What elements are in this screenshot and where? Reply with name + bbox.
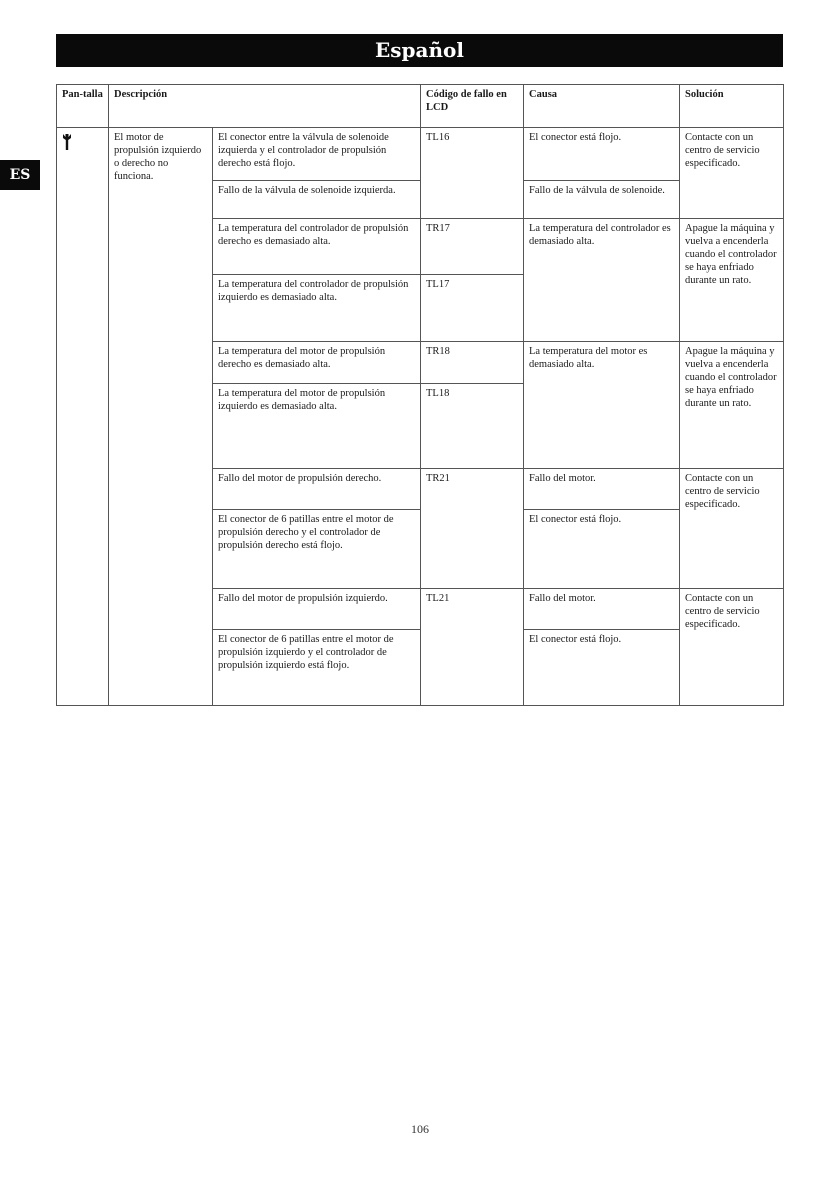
row-description: El conector entre la válvula de solenoide izquierda y el controlador de propulsión derecho está flojo. [213,128,421,181]
fault-code: TR18 [421,342,524,384]
row-description: El conector de 6 patillas entre el motor de propulsión izquierdo y el controlador de propulsión izquierdo está flojo. [213,630,421,706]
table-header-row [57,85,784,128]
fault-code: TR21 [421,469,524,589]
display-cell [57,128,109,706]
row-description: La temperatura del motor de propulsión derecho es demasiado alta. [213,342,421,384]
fault-code: TL18 [421,384,524,469]
fault-code: TR17 [421,219,524,275]
solution: Contacte con un centro de servicio especificado. [680,128,784,219]
fault-code: TL17 [421,275,524,342]
cause: La temperatura del controlador es demasiado alta. [524,219,680,342]
wrench-icon [62,133,72,151]
row-description: La temperatura del motor de propulsión izquierdo es demasiado alta. [213,384,421,469]
header-codigo: Código de fallo en LCD [421,85,524,128]
fault-code-table [56,84,784,706]
header-pantalla: Pan-talla [57,85,109,128]
fault-code: TL21 [421,589,524,706]
header-solucion: Solución [680,85,784,128]
header-descripcion: Descripción [109,85,421,128]
section-title-banner: Español [56,34,783,67]
cause: Fallo de la válvula de solenoide. [524,181,680,219]
row-description: El conector de 6 patillas entre el motor de propulsión derecho y el controlador de propulsión derecho está flojo. [213,510,421,589]
solution: Contacte con un centro de servicio especificado. [680,469,784,589]
row-description: Fallo del motor de propulsión derecho. [213,469,421,510]
main-description: El motor de propulsión izquierdo o derecho no funciona. [109,128,213,706]
cause: El conector está flojo. [524,630,680,706]
solution: Apague la máquina y vuelva a encenderla cuando el controlador se haya enfriado durante un rato. [680,219,784,342]
row-description: Fallo del motor de propulsión izquierdo. [213,589,421,630]
table-row [57,128,784,181]
row-description: Fallo de la válvula de solenoide izquierda. [213,181,421,219]
row-description: La temperatura del controlador de propulsión derecho es demasiado alta. [213,219,421,275]
cause: La temperatura del motor es demasiado alta. [524,342,680,469]
solution: Contacte con un centro de servicio especificado. [680,589,784,706]
page-number: 106 [411,1122,429,1136]
fault-code: TL16 [421,128,524,219]
header-causa: Causa [524,85,680,128]
cause: El conector está flojo. [524,510,680,589]
cause: El conector está flojo. [524,128,680,181]
language-tab: ES [0,160,40,190]
cause: Fallo del motor. [524,469,680,510]
solution: Apague la máquina y vuelva a encenderla cuando el controlador se haya enfriado durante un rato. [680,342,784,469]
row-description: La temperatura del controlador de propulsión izquierdo es demasiado alta. [213,275,421,342]
cause: Fallo del motor. [524,589,680,630]
